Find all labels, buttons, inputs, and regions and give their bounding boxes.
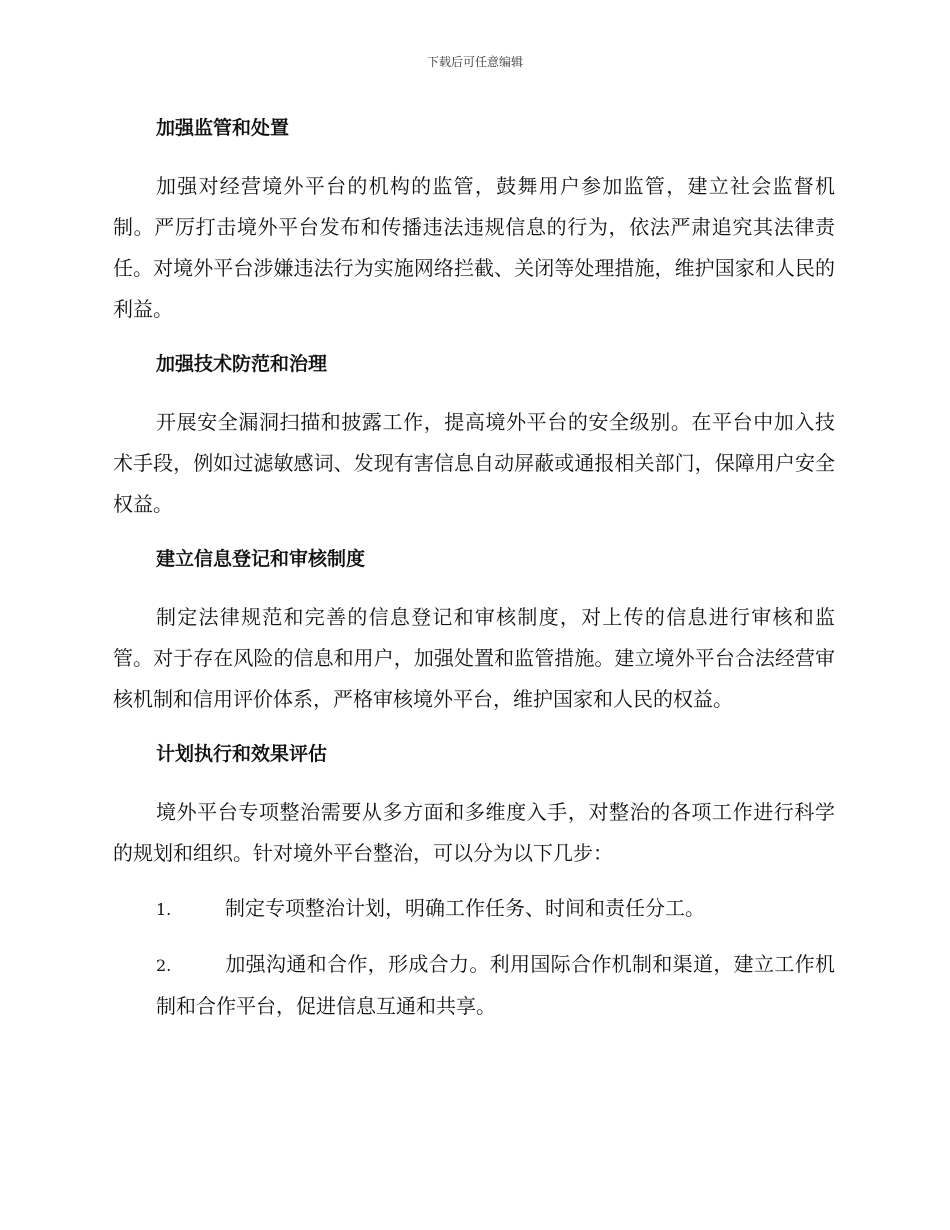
list-item-number: 2. [156, 956, 172, 975]
section-technical-defense [113, 344, 835, 525]
document-body [113, 108, 835, 1041]
list-item-text: 加强沟通和合作，形成合力。利用国际合作机制和渠道，建立工作机制和合作平台，促进信息互通和共享。 [156, 952, 835, 1018]
list-item [113, 888, 835, 930]
section-paragraph: 制定法律规范和完善的信息登记和审核制度，对上传的信息进行审核和监管。对于存在风险的信息和用户，加强处置和监管措施。建立境外平台合法经营审核机制和信用评价体系，严格审核境外平台，维护国家和人民的权益。 [113, 605, 835, 711]
numbered-list [113, 888, 835, 1027]
section-heading: 计划执行和效果评估 [156, 743, 328, 765]
page-header: 下载后可任意编辑 [426, 55, 523, 69]
section-supervision [113, 108, 835, 330]
list-item-number: 1. [156, 900, 172, 919]
list-item [113, 944, 835, 1027]
section-paragraph: 境外平台专项整治需要从多方面和多维度入手，对整治的各项工作进行科学的规划和组织。针对境外平台整治，可以分为以下几步： [113, 800, 835, 865]
section-plan-execution [113, 734, 835, 874]
section-registration-review [113, 539, 835, 720]
section-heading: 建立信息登记和审核制度 [156, 548, 366, 570]
section-paragraph: 加强对经营境外平台的机构的监管，鼓舞用户参加监管，建立社会监督机制。严厉打击境外平台发布和传播违法违规信息的行为，依法严肃追究其法律责任。对境外平台涉嫌违法行为实施网络拦截、关闭等处理措施，维护国家和人民的利益。 [113, 174, 835, 321]
section-paragraph: 开展安全漏洞扫描和披露工作，提高境外平台的安全级别。在平台中加入技术手段，例如过滤敏感词、发现有害信息自动屏蔽或通报相关部门，保障用户安全权益。 [113, 410, 835, 516]
section-heading: 加强监管和处置 [156, 117, 290, 139]
section-heading: 加强技术防范和治理 [156, 353, 328, 375]
list-item-text: 制定专项整治计划，明确工作任务、时间和责任分工。 [225, 896, 705, 920]
